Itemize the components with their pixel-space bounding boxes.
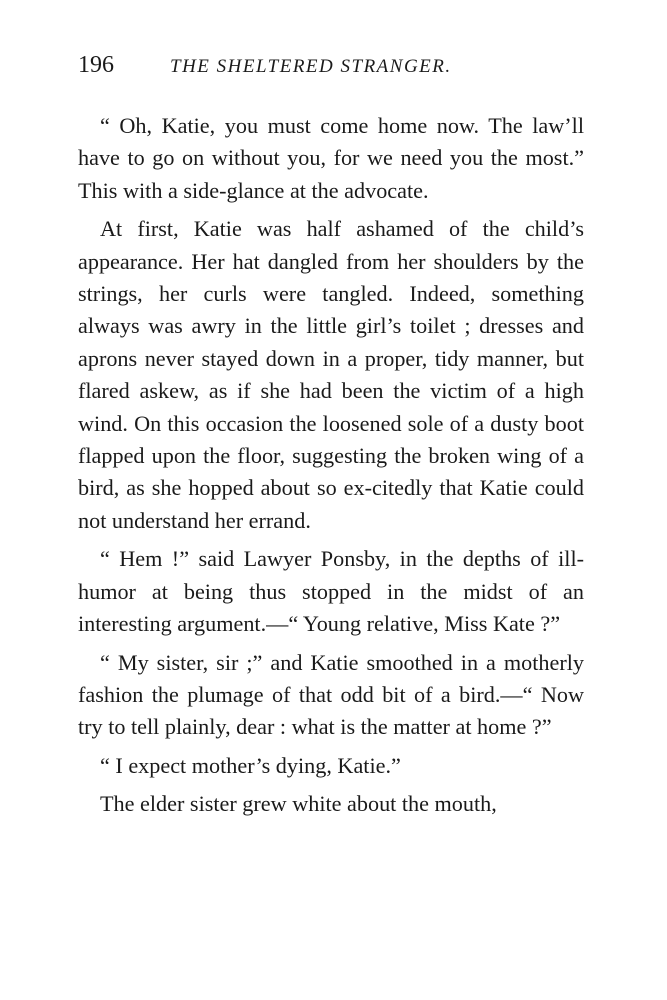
paragraph: At first, Katie was half ashamed of the child’s appearance. Her hat dangled from her shoulders by the strings, her curls were tangled. Indeed, something always was awry in the little girl’s toilet ; dresses and aprons never stayed down in a proper, tidy manner, but flared askew, as if she had been the victim of a high wind. On this occasion the loosened sole of a dusty boot flapped upon the floor, suggesting the broken wing of a bird, as she hopped about so ex-citedly that Katie could not understand her errand. bbox=[78, 216, 584, 533]
running-header bbox=[78, 50, 584, 84]
running-title: THE SHELTERED STRANGER. bbox=[170, 56, 452, 77]
body-text bbox=[78, 110, 584, 821]
paragraph: The elder sister grew white about the mouth, bbox=[100, 791, 497, 817]
book-page bbox=[78, 50, 584, 821]
page-number: 196 bbox=[78, 52, 114, 78]
paragraph: “ Hem !” said Lawyer Ponsby, in the depths of ill-humor at being thus stopped in the midst of an interesting argument.—“ Young relative, Miss Kate ?” bbox=[78, 546, 584, 637]
paragraph: “ My sister, sir ;” and Katie smoothed in a motherly fashion the plumage of that odd bit of a bird.—“ Now try to tell plainly, dear : what is the matter at home ?” bbox=[78, 649, 584, 740]
paragraph: “ Oh, Katie, you must come home now. The law’ll have to go on without you, for we need you the most.” This with a side-glance at the advocate. bbox=[78, 113, 584, 203]
paragraph: “ I expect mother’s dying, Katie.” bbox=[100, 752, 401, 778]
